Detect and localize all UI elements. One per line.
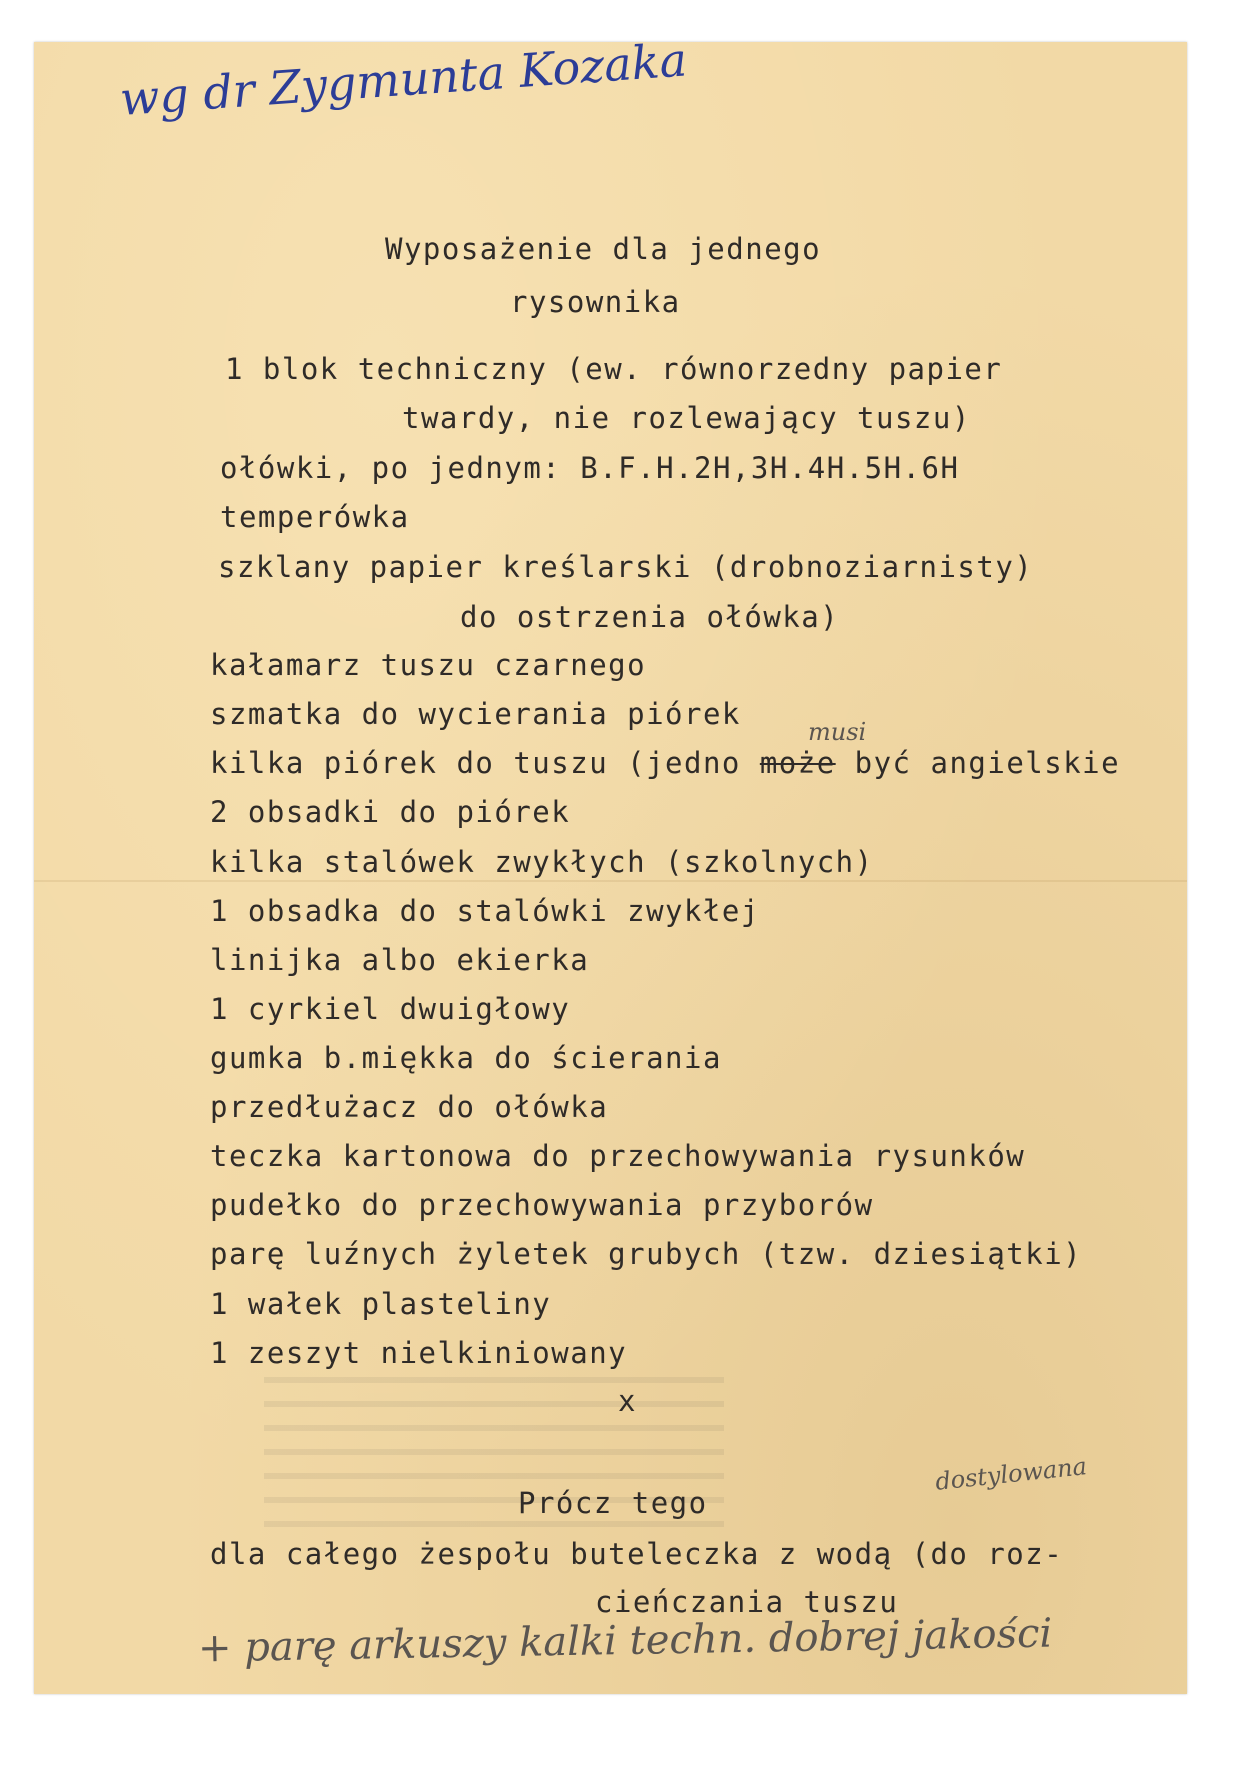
item-przedluzacz: przedłużacz do ołówka bbox=[210, 1090, 609, 1124]
item-teczka: teczka kartonowa do przechowywania rysunków bbox=[210, 1139, 1026, 1173]
item-blok-cont: twardy, nie rozlewający tuszu) bbox=[402, 401, 971, 435]
handwritten-footer-note: + parę arkuszy kalki techn. dobrej jakości bbox=[197, 1610, 1053, 1672]
item-kilka-piorek-start: kilka piórek do tuszu (jedno bbox=[210, 746, 760, 780]
struck-word: może bbox=[759, 746, 836, 780]
item-kalamarz: kałamarz tuszu czarnego bbox=[210, 648, 647, 682]
item-stalowki: kilka stalówek zwykłych (szkolnych) bbox=[210, 845, 874, 879]
item-kilka-piorek-end: być angielskie bbox=[854, 746, 1121, 780]
separator-mark: x bbox=[618, 1384, 637, 1418]
handwritten-correction-musi: musi bbox=[808, 718, 867, 746]
item-szmatka: szmatka do wycierania piórek bbox=[210, 697, 741, 731]
item-olowki: ołówki, po jednym: B.F.H.2H,3H.4H.5H.6H bbox=[220, 451, 960, 485]
additional-line-2: cieńczania tuszu bbox=[595, 1585, 899, 1619]
title-line-1: Wyposażenie dla jednego bbox=[385, 232, 822, 266]
title-line-2: rysownika bbox=[510, 285, 681, 319]
item-obsadki: 2 obsadki do piórek bbox=[210, 795, 571, 829]
item-obsadka: 1 obsadka do stalówki zwykłej bbox=[210, 894, 760, 928]
handwritten-correction-dostylowana: dostylowana bbox=[933, 1452, 1089, 1496]
item-gumka: gumka b.miękka do ścierania bbox=[210, 1041, 722, 1075]
item-zyletki: parę luźnych żyletek grubych (tzw. dziesiątki) bbox=[210, 1237, 1083, 1271]
item-kilka-piorek bbox=[210, 746, 1120, 780]
item-pudelko: pudełko do przechowywania przyborów bbox=[210, 1188, 874, 1222]
fold-line bbox=[34, 880, 1187, 882]
item-szklany-papier: szklany papier kreślarski (drobnoziarnisty) bbox=[218, 550, 1034, 584]
item-linijka: linijka albo ekierka bbox=[210, 943, 590, 977]
item-szklany-papier-cont: do ostrzenia ołówka) bbox=[460, 600, 840, 634]
item-zeszyt: 1 zeszyt nielkiniowany bbox=[210, 1336, 628, 1370]
handwritten-header: wg dr Zygmunta Kozaka bbox=[118, 32, 689, 126]
additional-line-1: dla całego żespołu buteleczka z wodą (do roz- bbox=[210, 1537, 1064, 1571]
item-cyrkiel: 1 cyrkiel dwuigłowy bbox=[210, 992, 571, 1026]
item-blok: 1 blok techniczny (ew. równorzedny papier bbox=[225, 352, 1003, 386]
item-plastelina: 1 wałek plasteliny bbox=[210, 1287, 552, 1321]
item-temperowka: temperówka bbox=[220, 500, 410, 534]
additional-heading: Prócz tego bbox=[518, 1486, 708, 1520]
